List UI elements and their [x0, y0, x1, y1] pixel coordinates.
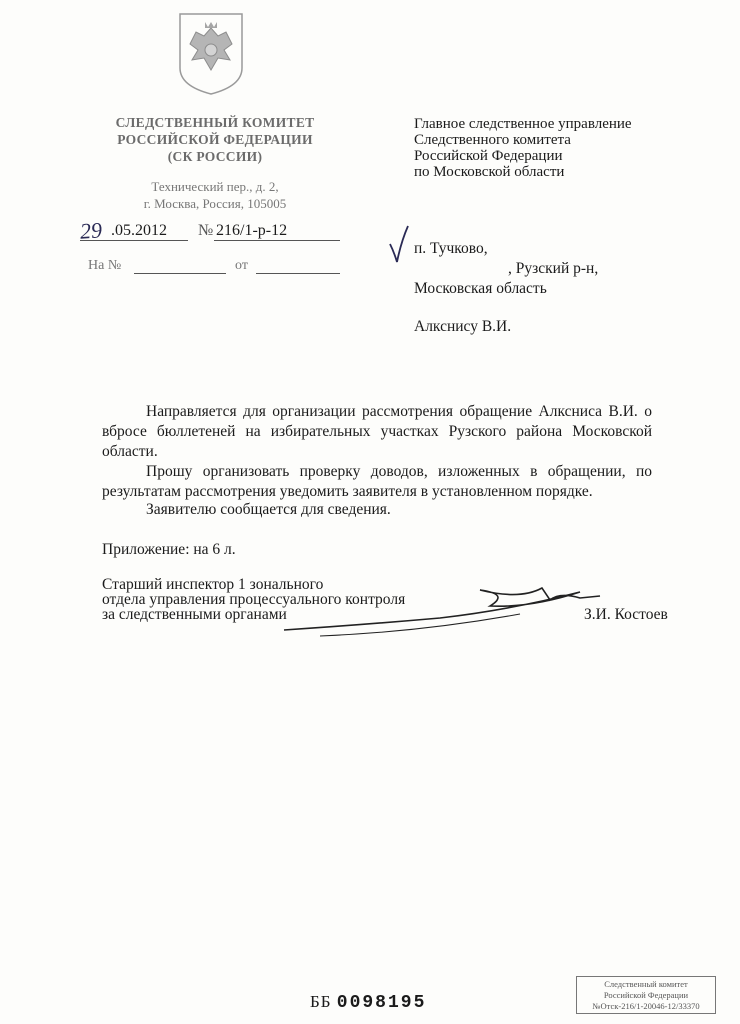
- on-number-label: На №: [88, 258, 122, 273]
- sender-org-line: СЛЕДСТВЕННЫЙ КОМИТЕТ: [115, 115, 315, 130]
- recipient-line: Следственного комитета: [414, 132, 571, 148]
- handwritten-signature-icon: [280, 570, 610, 650]
- signatory-position-line: отдела управления процессуального контроля: [102, 591, 406, 608]
- sender-organization: [96, 114, 334, 165]
- form-serial: [310, 992, 426, 1013]
- sender-org-line: РОССИЙСКОЙ ФЕДЕРАЦИИ: [117, 132, 313, 147]
- recipient-line: по Московской области: [414, 164, 565, 180]
- signatory-name: З.И. Костоев: [584, 606, 668, 623]
- addressee-line-1: п. Тучково,: [414, 240, 488, 257]
- stamp-line: Российской Федерации: [603, 990, 689, 1000]
- body-paragraph-1: Направляется для организации рассмотрения обращение Алксниса В.И. о вбросе бюллетеней на избирательных участках Рузского района Московской области.: [102, 403, 652, 460]
- recipient-line: Российской Федерации: [414, 148, 563, 164]
- stamp-line: Следственный комитет: [604, 979, 688, 989]
- number-symbol: №: [198, 222, 214, 239]
- number-underline: [214, 240, 340, 241]
- signatory-position-line: за следственными органами: [102, 606, 287, 623]
- handwritten-day: 29: [79, 217, 103, 244]
- body-paragraph-3: Заявителю сообщается для сведения.: [146, 501, 391, 518]
- serial-number: 0098195: [336, 993, 427, 1013]
- check-mark-icon: [388, 222, 410, 266]
- recipient-block: [414, 116, 632, 180]
- recipient-line: Главное следственное управление: [414, 116, 632, 132]
- sender-org-line: (СК РОССИИ): [167, 149, 263, 164]
- addressee-line-3: Московская область: [414, 280, 547, 297]
- attachment-note: Приложение: на 6 л.: [102, 541, 236, 558]
- date-printed: .05.2012: [111, 222, 167, 239]
- on-number-underline: [134, 273, 226, 274]
- body-paragraph-2: Прошу организовать проверку доводов, изложенных в обращении, по результатам рассмотрения уведомить заявителя в установленном порядке.: [102, 463, 652, 500]
- signatory-position-line: Старший инспектор 1 зонального: [102, 576, 324, 593]
- date-underline: [80, 240, 188, 241]
- from-label: от: [235, 258, 248, 273]
- registration-stamp: [576, 976, 716, 1014]
- sender-address: [96, 178, 334, 212]
- sender-address-line: Технический пер., д. 2,: [151, 179, 279, 194]
- serial-prefix: ББ: [310, 992, 332, 1011]
- from-underline: [256, 273, 340, 274]
- document-number: 216/1-р-12: [216, 222, 288, 239]
- addressee-name: Алкснису В.И.: [414, 318, 512, 335]
- addressee-line-2: , Рузский р-н,: [508, 260, 599, 277]
- stamp-line: №Отск-216/1-20046-12/33370: [592, 1001, 700, 1011]
- state-emblem-icon: [176, 10, 246, 96]
- sender-address-line: г. Москва, Россия, 105005: [143, 196, 287, 211]
